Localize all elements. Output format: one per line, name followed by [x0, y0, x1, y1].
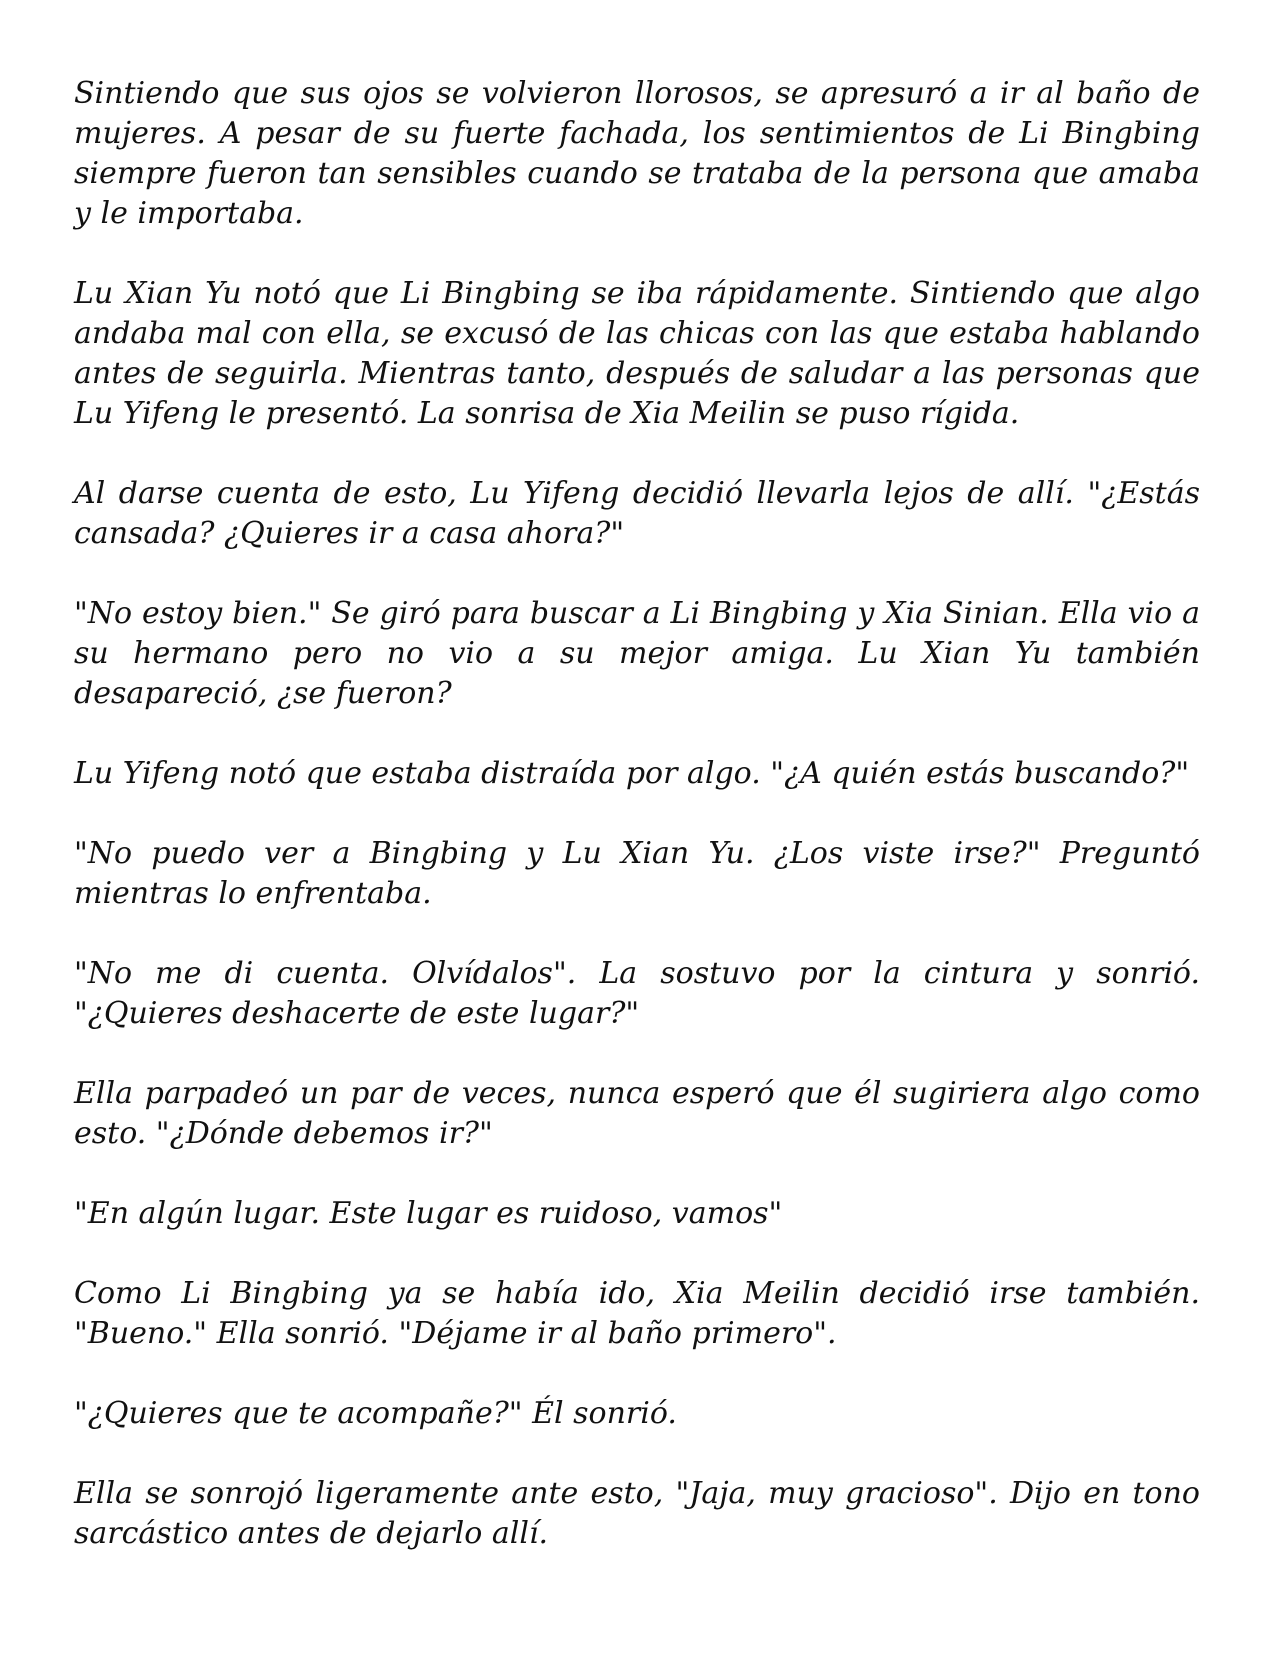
- paragraph-7: "No me di cuenta. Olvídalos". La sostuvo por la cintura y sonrió. "¿Quieres deshacerte de este lugar?": [74, 956, 1200, 1031]
- paragraph-5: Lu Yifeng notó que estaba distraída por algo. "¿A quién estás buscando?": [74, 756, 1190, 791]
- paragraph-11: "¿Quieres que te acompañe?" Él sonrió.: [74, 1396, 677, 1431]
- paragraph-3: Al darse cuenta de esto, Lu Yifeng decidió llevarla lejos de allí. "¿Estás cansada? ¿Quieres ir a casa ahora?": [74, 476, 1200, 551]
- paragraph-8: Ella parpadeó un par de veces, nunca esperó que él sugiriera algo como esto. "¿Dónde debemos ir?": [74, 1076, 1200, 1151]
- paragraph-6: "No puedo ver a Bingbing y Lu Xian Yu. ¿Los viste irse?" Preguntó mientras lo enfrentaba.: [74, 836, 1200, 911]
- paragraph-4: "No estoy bien." Se giró para buscar a Li Bingbing y Xia Sinian. Ella vio a su hermano pero no vio a su mejor amiga. Lu Xian Yu también desapareció, ¿se fueron?: [74, 596, 1200, 711]
- paragraph-9: "En algún lugar. Este lugar es ruidoso, vamos": [74, 1196, 783, 1231]
- paragraph-1: Sintiendo que sus ojos se volvieron llorosos, se apresuró a ir al baño de mujeres. A pesar de su fuerte fachada, los sentimientos de Li Bingbing siempre fueron tan sensibles cuando se trataba de la persona que amaba y le importaba.: [74, 76, 1200, 231]
- paragraph-12: Ella se sonrojó ligeramente ante esto, "Jaja, muy gracioso". Dijo en tono sarcástico antes de dejarlo allí.: [74, 1476, 1200, 1551]
- paragraph-2: Lu Xian Yu notó que Li Bingbing se iba rápidamente. Sintiendo que algo andaba mal con ella, se excusó de las chicas con las que estaba hablando antes de seguirla. Mientras tanto, después de saludar a las personas que Lu Yifeng le presentó. La sonrisa de Xia Meilin se puso rígida.: [74, 276, 1200, 431]
- paragraph-10: Como Li Bingbing ya se había ido, Xia Meilin decidió irse también. "Bueno." Ella sonrió. "Déjame ir al baño primero".: [74, 1276, 1200, 1351]
- document-page: [74, 74, 1200, 1554]
